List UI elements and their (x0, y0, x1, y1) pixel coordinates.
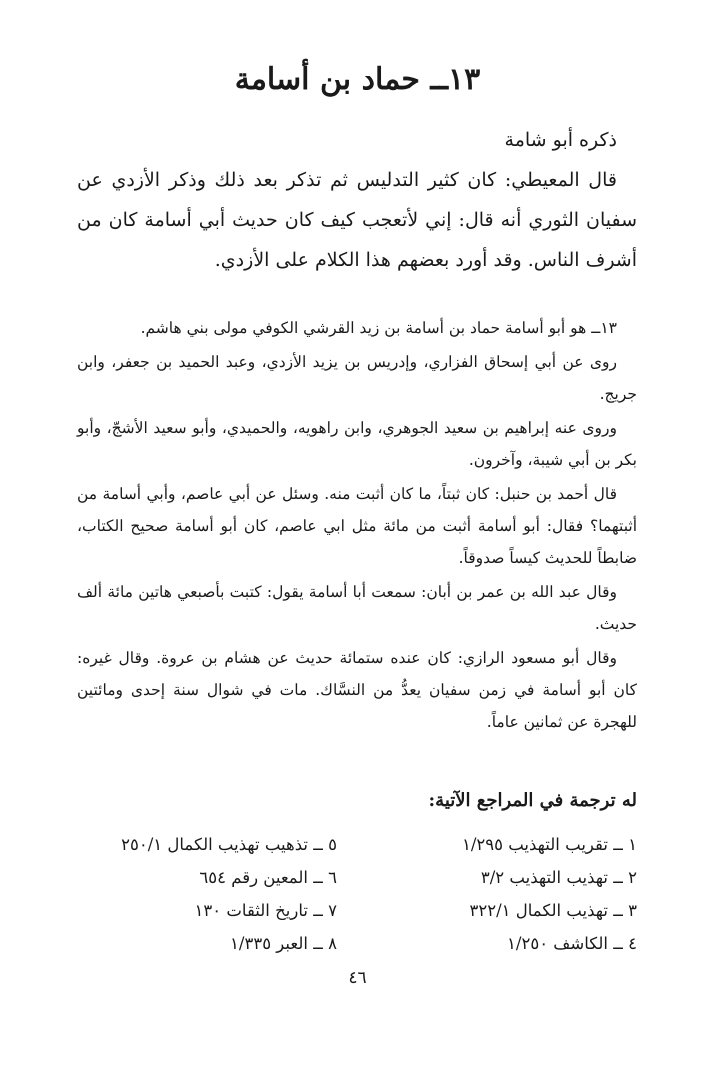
references-column-left (121, 828, 337, 960)
reference-item: ٧ ــ تاريخ الثقات ١٣٠ (194, 901, 337, 920)
main-paragraph: قال المعيطي: كان كثير التدليس ثم تذكر بعد ذلك وذكر الأزدي عن سفيان الثوري أنه قال: إني لأتعجب كيف كان حديث أبي أسامة كان من أشرف الناس. وقد أورد بعضهم هذا الكلام على الأزدي. (77, 169, 637, 271)
reference-item: ٨ ــ العبر ١/٣٣٥ (230, 934, 337, 953)
page-number: ٤٦ (348, 968, 367, 988)
reference-item: ٣ ــ تهذيب الكمال ٣٢٢/١ (469, 901, 637, 920)
main-text (77, 120, 637, 280)
references-list (77, 828, 637, 958)
page-title: ١٣ــ حماد بن أسامة (234, 62, 481, 97)
footnote-paragraph: وروى عنه إبراهيم بن سعيد الجوهري، وابن راهويه، والحميدي، وأبو سعيد الأشجّ، وأبو بكر بن أبي شيبة، وآخرون. (77, 419, 637, 469)
reference-item: ٤ ــ الكاشف ١/٢٥٠ (507, 934, 637, 953)
footnote-paragraph: وقال أبو مسعود الرازي: كان عنده ستمائة حديث عن هشام بن عروة. وقال غيره: كان أبو أسامة في زمن سفيان يعدُّ من النسَّاك. مات في شوال سنة إحدى ومائتين للهجرة عن ثمانين عاماً. (77, 649, 637, 731)
footnote-paragraph: قال أحمد بن حنبل: كان ثبتاً، ما كان أثبت منه. وسئل عن أبي عاصم، وأبي أسامة من أثبتهما؟ فقال: أبو أسامة أثبت من مائة مثل ابي عاصم، كان أبو أسامة صحيح الكتاب، ضابطاً للحديث كيساً صدوقاً. (77, 485, 637, 567)
footnotes (77, 312, 637, 740)
reference-item: ١ ــ تقريب التهذيب ١/٢٩٥ (461, 835, 637, 854)
reference-item: ٢ ــ تهذيب التهذيب ٣/٢ (480, 868, 637, 887)
references-column-right (462, 828, 637, 960)
reference-item: ٥ ــ تذهيب تهذيب الكمال ٢٥٠/١ (121, 835, 337, 854)
footnote-paragraph: وقال عبد الله بن عمر بن أبان: سمعت أبا أسامة يقول: كتبت بأصبعي هاتين مائة ألف حديث. (77, 583, 637, 633)
references-heading: له ترجمة في المراجع الآتية: (428, 790, 637, 811)
reference-item: ٦ ــ المعين رقم ٦٥٤ (199, 868, 337, 887)
footnote-paragraph: ١٣ــ هو أبو أسامة حماد بن أسامة بن زيد القرشي الكوفي مولى بني هاشم. (140, 319, 617, 337)
footnote-paragraph: روى عن أبي إسحاق الفزاري، وإدريس بن يزيد الأزدي، وعبد الحميد بن جعفر، وابن جريج. (77, 353, 637, 403)
main-paragraph: ذكره أبو شامة (504, 129, 617, 151)
